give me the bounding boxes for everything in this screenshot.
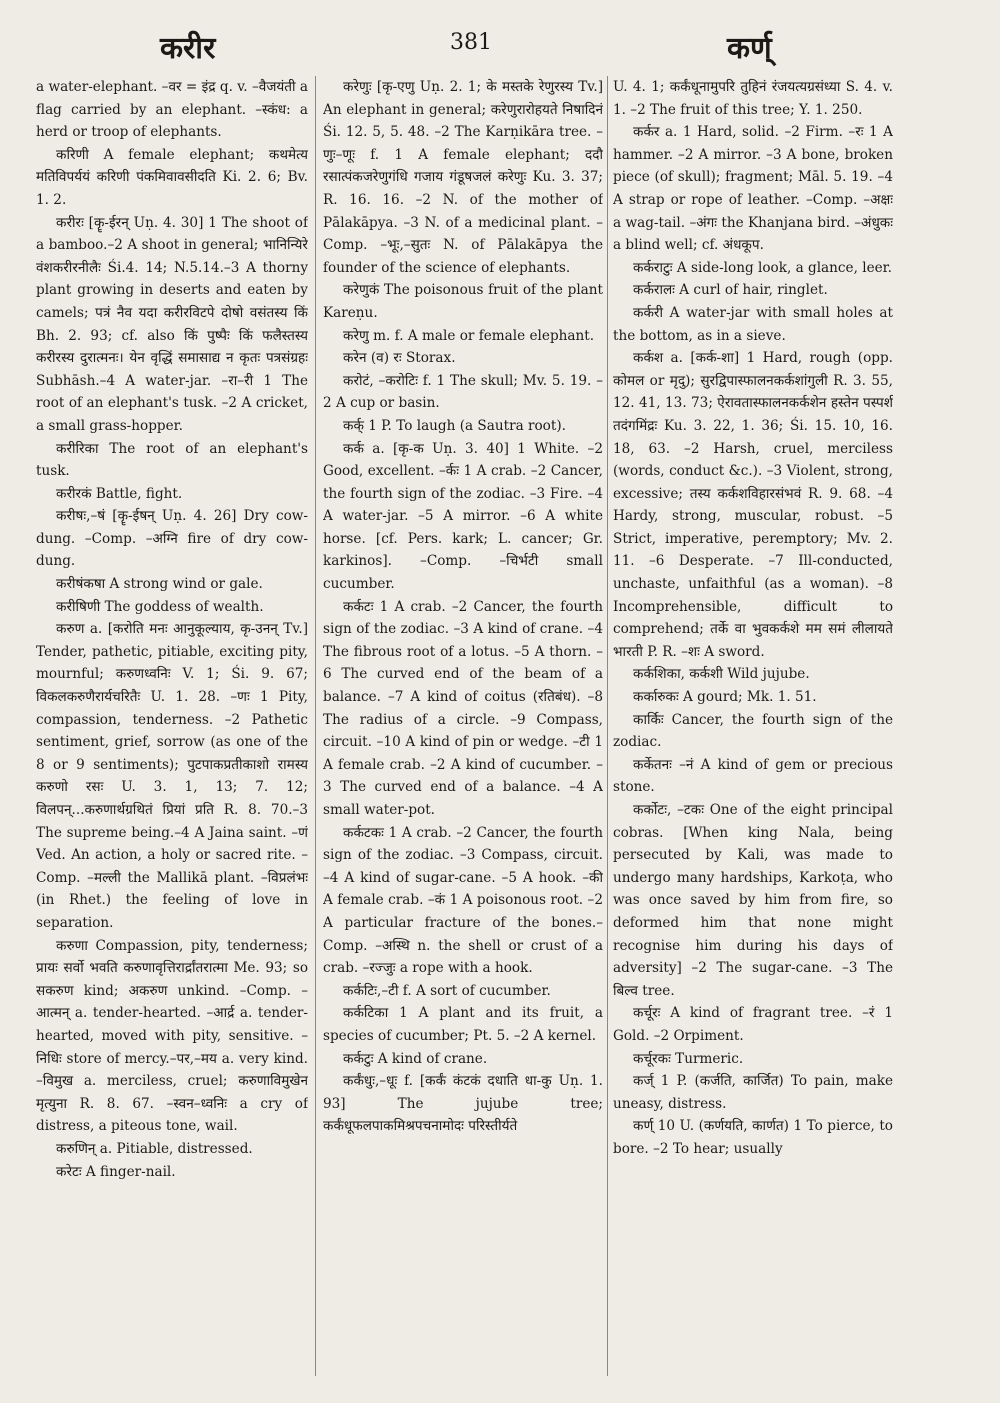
dictionary-entry: करेटः A finger-nail.: [56, 1163, 176, 1180]
dictionary-entry: कर्कोटः, –टकः One of the eight principal cobras. [When king Nala, being persecuted by Kali, was made to undergo many hardships, Karkoṭa, who was once saved by him from fire, so deformed him that none might recognise him during his days of adversity] –2 The sugar-cane. –3 The बिल्व tree.: [613, 802, 893, 999]
dictionary-entry: कर्कश a. [कर्क-शा] 1 Hard, rough (opp. कोमल or मृदु); सुरद्विपास्फालनकर्कशांगुली R. 3. 55, 12. 41, 13. 73; ऐरावतास्फालनकर्कशेन हस्तेन पस्पर्श तदंगमिंद्रः Ku. 3. 22, 1. 36; Śi. 15. 10, 16. 18, 63. –2 Harsh, cruel, merciless (words, conduct &c.). –3 Violent, strong, excessive; तस्य कर्कशविहारसंभवं R. 9. 68. –4 Hardy, strong, muscular, robust. –5 Strict, imperative, peremptory; Mv. 2. 11. –6 Desperate. –7 Ill-conducted, unchaste, unfaithful (as a woman). –8 Incomprehensible, difficult to comprehend; तर्के वा भुवकर्कशे मम समं लीलायते भारती P. R. –शः A sword.: [613, 350, 893, 660]
dictionary-entry: कर्कटुः A kind of crane.: [343, 1050, 488, 1067]
dictionary-entry: करीषंकषा A strong wind or gale.: [56, 576, 263, 593]
dictionary-entry: कर्कटः 1 A crab. –2 Cancer, the fourth sign of the zodiac. –3 A kind of crane. –4 The fibrous root of a lotus. –5 A thorn. –6 The curved end of the beam of a balance. –7 A kind of coitus (रतिबंध). –8 The radius of a circle. –9 Compass, circuit. –10 A kind of pin or wedge. –टी 1 A female crab. –2 A kind of cucumber. –3 The curved end of a balance. –4 A small water-pot.: [323, 598, 603, 818]
dictionary-entry: कर्करालः A curl of hair, ringlet.: [633, 282, 828, 299]
dictionary-entry: कर्क् 1 P. To laugh (a Sautra root).: [343, 417, 566, 434]
dictionary-entry: कर्कटिका 1 A plant and its fruit, a species of cucumber; Pt. 5. –2 A kernel.: [323, 1005, 603, 1044]
page-header: [0, 22, 1000, 66]
right-running-headword: कर्ण्: [727, 31, 772, 66]
dictionary-entry: करेणु m. f. A male or female elephant.: [343, 327, 595, 344]
dictionary-entry: करोटं, –करोटिः f. 1 The skull; Mv. 5. 19. –2 A cup or basin.: [323, 372, 603, 412]
dictionary-entry: करेणुकं The poisonous fruit of the plant Kareṇu.: [323, 282, 603, 321]
dictionary-entry: कर्कारुकः A gourd; Mk. 1. 51.: [633, 689, 817, 706]
dictionary-entry: करुणा Compassion, pity, tenderness; प्रायः सर्वो भवति करुणावृत्तिरार्द्रांतरात्मा Me. 93; so सकरुण kind; अकरुण unkind. –Comp. –आत्मन् a. tender-hearted. –आर्द्र a. tender-hearted, moved with pity, sensitive. –निधिः store of mercy.–पर,–मय a. very kind. –विमुख a. merciless, cruel; करुणाविमुखेन मृत्युना R. 8. 67. –स्वन–ध्वनिः a cry of distress, a piteous tone, wail.: [36, 937, 308, 1135]
dictionary-entry: करेणुः [कृ-एणु Uṇ. 2. 1; के मस्तके रेणुरस्य Tv.] An elephant in general; करेणुरारोहयते निषादिनं Śi. 12. 5, 5. 48. –2 The Karṇikāra tree. –णुः–णूः f. 1 A female elephant; ददौ रसात्पंकजरेणुगंधि गजाय गंडूषजलं करेणुः Ku. 3. 37; R. 16. 16. –2 N. of the mother of Pālakāpya. –3 N. of a medicinal plant. –Comp. –भूः,–सुतः N. of Pālakāpya the founder of the science of elephants.: [323, 79, 603, 276]
dictionary-entry: करुणिन् a. Pitiable, distressed.: [56, 1140, 253, 1157]
dictionary-entry: करीरकं Battle, fight.: [56, 485, 183, 502]
dictionary-entry: कर्कंधुः,–धूः f. [कर्कं कंटकं दधाति धा-कु Uṇ. 1. 93] The jujube tree; कर्कंधूफलपाकमिश्रपचनामोदः परिस्तीर्यते: [323, 1073, 603, 1135]
column-divider: [315, 76, 316, 1376]
dictionary-entry: कर्करी A water-jar with small holes at the bottom, as in a sieve.: [613, 304, 893, 344]
dictionary-column-left: [36, 76, 308, 1381]
dictionary-entry: करीषः,–षं [कॄ-ईषन् Uṇ. 4. 26] Dry cow-dung. –Comp. –अग्नि fire of dry cow-dung.: [36, 508, 308, 570]
left-running-headword: करीर: [160, 31, 216, 66]
dictionary-column-middle: [323, 76, 603, 1381]
dictionary-column-right: [613, 76, 893, 1381]
dictionary-entry: करुण a. [करोति मनः आनुकूल्याय, कृ-उनन् Tv.] Tender, pathetic, pitiable, exciting pity, mournful; करुणध्वनिः V. 1; Śi. 9. 67; विकलकरुणैरार्यचरितैः U. 1. 28. –णः 1 Pity, compassion, tenderness. –2 Pathetic sentiment, grief, sorrow (as one of the 8 or 9 sentiments); पुटपाकप्रतीकाशो रामस्य करुणो रसः U. 3. 1, 13; 7. 12; विलपन्...करुणार्थग्रथितं प्रियां प्रति R. 8. 70.–3 The supreme being.–4 A Jaina saint. –णं Ved. An action, a holy or sacred rite. –Comp. –मल्ली the Mallikā plant. –विप्रलंभः (in Rhet.) the feeling of love in separation.: [36, 621, 308, 931]
dictionary-entry: कर्कटिः,–टी f. A sort of cucumber.: [343, 982, 551, 999]
dictionary-entry: कर्चूरकः Turmeric.: [633, 1050, 744, 1067]
dictionary-entry: कर्केतनः –नं A kind of gem or precious stone.: [613, 756, 893, 796]
dictionary-entry: a water-elephant. –वर = इंद्र q. v. –वैजयंती a flag carried by an elephant. –स्कंध: a herd or troop of elephants.: [36, 79, 308, 141]
dictionary-entry: करिणी A female elephant; कथमेत्य मतिविपर्ययं करिणी पंकमिवावसीदति Ki. 2. 6; Bv. 1. 2.: [36, 146, 308, 208]
dictionary-entry: कर्ण् 10 U. (कर्णयति, कार्णत) 1 To pierce, to bore. –2 To hear; usually: [613, 1118, 893, 1157]
dictionary-entry: करीरः [कॄ-ईरन् Uṇ. 4. 30] 1 The shoot of a bamboo.–2 A shoot in general; भानिन्यिरे वंशकरीरनीलैः Śi.4. 14; N.5.14.–3 A thorny plant growing in deserts and eaten by camels; पत्रं नैव यदा करीरविटपे दोषो वसंतस्य किं Bh. 2. 93; cf. also किं पुष्पैः किं फलैस्तस्य करीरस्य दुरात्मनः। येन वृद्धिं समासाद्य न कृतः पत्रसंग्रहः Subhāsh.–4 A water-jar. –रा–री 1 The root of an elephant's tusk. –2 A cricket, a small grass-hopper.: [36, 214, 308, 434]
dictionary-entry: कर्कटकः 1 A crab. –2 Cancer, the fourth sign of the zodiac. –3 Compass, circuit. –4 A kind of sugar-cane. –5 A hook. –की A female crab. –कं 1 A poisonous root. –2 A particular fracture of the bones.–Comp. –अस्थि n. the shell or crust of a crab. –रज्जुः a rope with a hook.: [323, 824, 603, 977]
page-number: 381: [450, 30, 492, 55]
dictionary-entry: कर्चूरः A kind of fragrant tree. –रं 1 Gold. –2 Orpiment.: [613, 1005, 893, 1044]
dictionary-entry: U. 4. 1; कर्कंधूनामुपरि तुहिनं रंजयत्यग्रसंध्या S. 4. v. 1. –2 The fruit of this tree; Y. 1. 250.: [613, 79, 893, 118]
column-divider: [607, 76, 608, 1376]
dictionary-entry: कर्कशिका, कर्कशी Wild jujube.: [633, 666, 810, 683]
dictionary-entry: करेन (व) रः Storax.: [343, 350, 456, 367]
dictionary-entry: कर्कर a. 1 Hard, solid. –2 Firm. –रः 1 A hammer. –2 A mirror. –3 A bone, broken piece (of skull); fragment; Māl. 5. 19. –4 A strap or rope of leather. –Comp. –अक्षः a wag-tail. –अंगः the Khanjana bird. –अंधुकः a blind well; cf. अंधकूप.: [613, 124, 893, 254]
dictionary-entry: कार्किः Cancer, the fourth sign of the zodiac.: [613, 711, 893, 751]
dictionary-entry: करीरिका The root of an elephant's tusk.: [36, 440, 308, 480]
dictionary-entry: कर्क a. [कृ-क Uṇ. 3. 40] 1 White. –2 Good, excellent. –र्कः 1 A crab. –2 Cancer, the fourth sign of the zodiac. –3 Fire. –4 A water-jar. –5 A mirror. –6 A white horse. [cf. Pers. kark; L. cancer; Gr. karkinos]. –Comp. –चिर्भटी small cucumber.: [323, 440, 603, 593]
dictionary-entry: कर्कराटुः A side-long look, a glance, leer.: [633, 259, 892, 276]
dictionary-entry: करीषिणी The goddess of wealth.: [56, 598, 264, 615]
dictionary-entry: कर्ज् 1 P. (कर्जति, कार्जित) To pain, make uneasy, distress.: [613, 1073, 893, 1112]
